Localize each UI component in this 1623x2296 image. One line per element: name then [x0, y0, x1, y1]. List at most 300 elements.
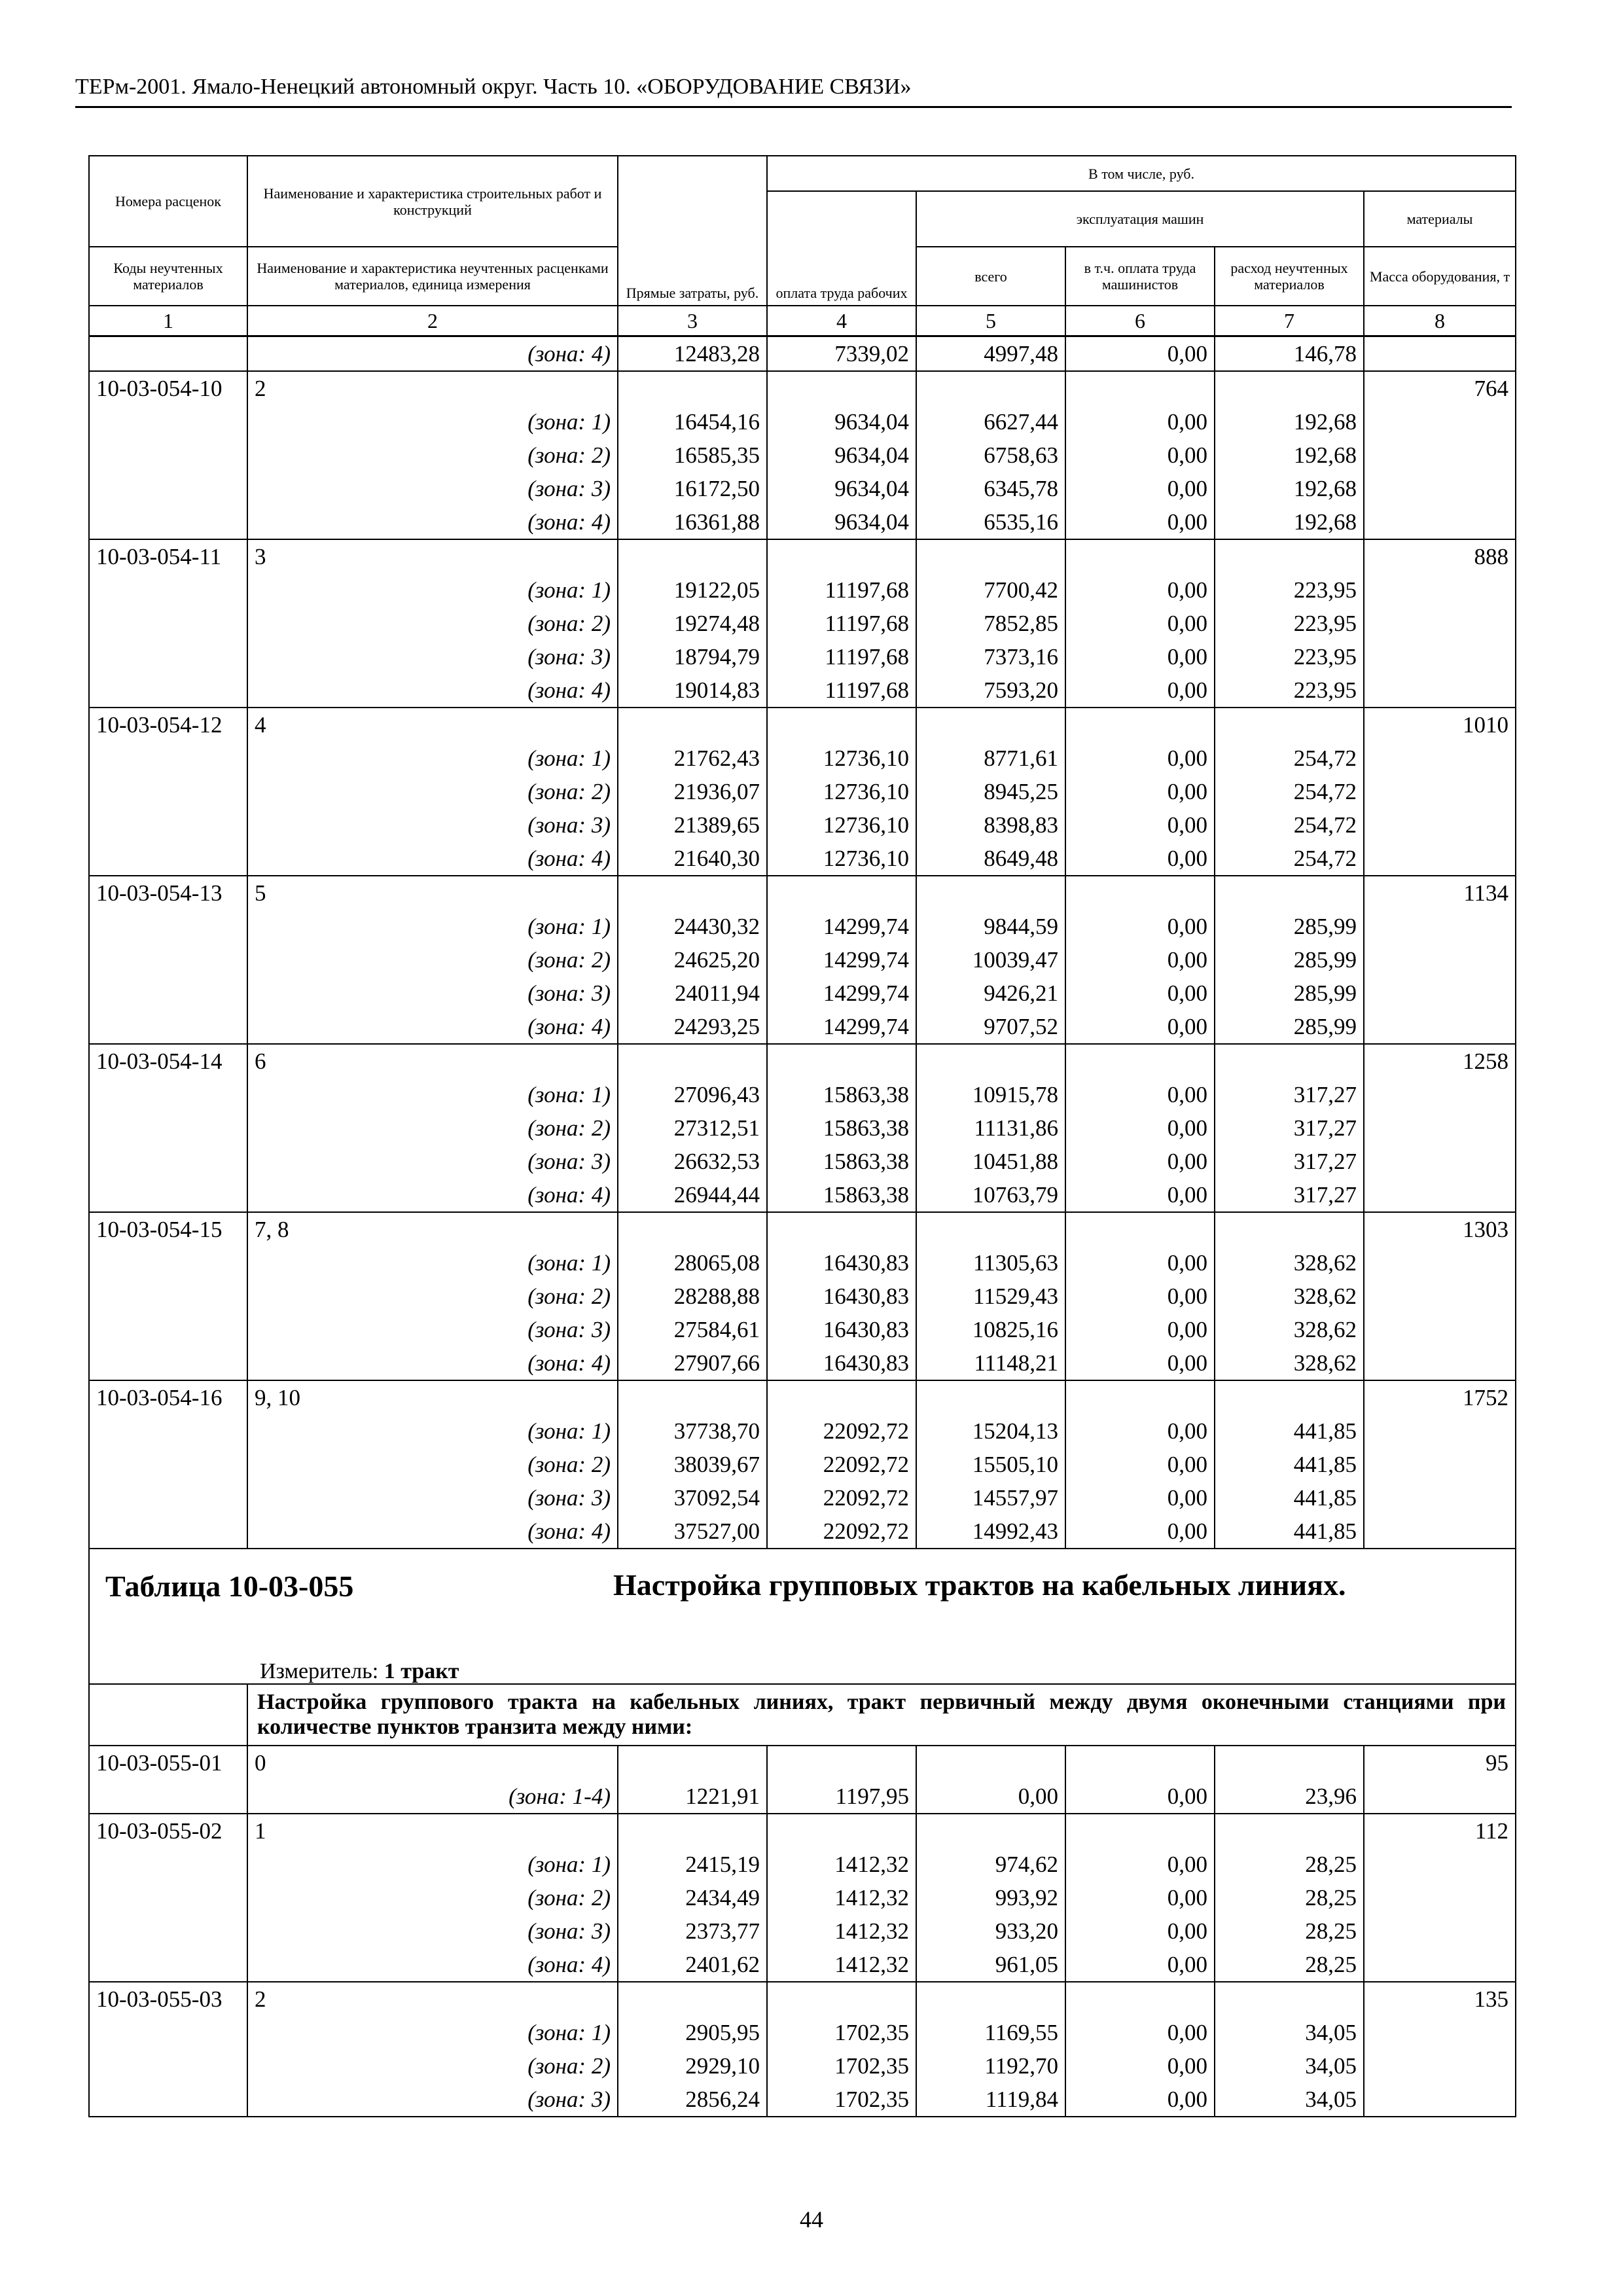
col-machines: эксплуатация машин [916, 191, 1364, 247]
labor-costs-value: 1134 [1364, 876, 1516, 910]
machines-value: 11131,86 [916, 1111, 1065, 1145]
empty-cell [89, 1346, 247, 1380]
materials-value: 317,27 [1215, 1111, 1364, 1145]
labor-costs-value: 112 [1364, 1814, 1516, 1848]
zone-row [89, 1914, 1516, 1948]
col-direct-costs: Прямые затраты, руб. [618, 156, 767, 306]
empty-cell [89, 640, 247, 673]
empty-cell [916, 708, 1065, 742]
empty-cell [89, 1078, 247, 1111]
table-unit [260, 1659, 459, 1684]
empty-cell [1364, 977, 1516, 1010]
column-number: 3 [618, 306, 767, 336]
wages-value: 14299,74 [767, 943, 916, 977]
col-material-consumption: расход неучтенных материалов [1215, 247, 1364, 306]
rate-parameter: 9, 10 [247, 1380, 618, 1414]
empty-cell [89, 2016, 247, 2049]
empty-cell [89, 505, 247, 539]
section-row [89, 1684, 1516, 1746]
machines-value: 8945,25 [916, 775, 1065, 808]
zone-label: (зона: 4) [247, 842, 618, 876]
direct-costs-value: 2434,49 [618, 1881, 767, 1914]
direct-costs-value: 16585,35 [618, 439, 767, 472]
empty-cell [1215, 1814, 1364, 1848]
materials-value: 285,99 [1215, 977, 1364, 1010]
direct-costs-value: 24625,20 [618, 943, 767, 977]
empty-cell [89, 472, 247, 505]
materials-value: 192,68 [1215, 505, 1364, 539]
materials-value: 317,27 [1215, 1078, 1364, 1111]
empty-cell [1364, 1178, 1516, 1212]
empty-cell [618, 1814, 767, 1848]
zone-label: (зона: 2) [247, 775, 618, 808]
empty-cell [767, 1982, 916, 2016]
empty-cell [1215, 1212, 1364, 1246]
materials-value: 34,05 [1215, 2016, 1364, 2049]
col-including: В том числе, руб. [767, 156, 1516, 191]
empty-cell [89, 573, 247, 607]
empty-cell [767, 539, 916, 573]
empty-cell [1364, 1914, 1516, 1948]
empty-cell [1065, 1380, 1215, 1414]
zone-row [89, 1948, 1516, 1982]
empty-cell [89, 2049, 247, 2083]
empty-cell [1065, 1982, 1215, 2016]
labor-costs-value: 95 [1364, 1746, 1516, 1780]
machines-value: 8398,83 [916, 808, 1065, 842]
unit-label: Измеритель: [260, 1659, 379, 1683]
machines-value: 10915,78 [916, 1078, 1065, 1111]
materials-value: 441,85 [1215, 1448, 1364, 1481]
empty-cell [1065, 1212, 1215, 1246]
empty-cell [1364, 1948, 1516, 1982]
materials-value: 328,62 [1215, 1313, 1364, 1346]
empty-cell [1364, 1010, 1516, 1044]
empty-cell [1364, 910, 1516, 943]
direct-costs-value: 27096,43 [618, 1078, 767, 1111]
direct-costs-value: 28065,08 [618, 1246, 767, 1280]
machines-value: 7852,85 [916, 607, 1065, 640]
empty-cell [89, 1515, 247, 1549]
empty-cell [89, 1414, 247, 1448]
machines-value: 974,62 [916, 1848, 1065, 1881]
page-header [75, 73, 1512, 108]
rate-parameter: 3 [247, 539, 618, 573]
operator-wages-value: 0,00 [1065, 775, 1215, 808]
operator-wages-value: 0,00 [1065, 2016, 1215, 2049]
empty-cell [618, 539, 767, 573]
zone-label: (зона: 4) [247, 505, 618, 539]
zone-row [89, 1280, 1516, 1313]
zone-row [89, 1848, 1516, 1881]
zone-row [89, 472, 1516, 505]
materials-value: 285,99 [1215, 1010, 1364, 1044]
rate-row [89, 371, 1516, 405]
empty-cell [1364, 405, 1516, 439]
operator-wages-value: 0,00 [1065, 472, 1215, 505]
empty-cell [1364, 336, 1516, 372]
empty-cell [1364, 842, 1516, 876]
zone-label: (зона: 3) [247, 1313, 618, 1346]
materials-value: 192,68 [1215, 472, 1364, 505]
col-wages: оплата труда рабочих [767, 191, 916, 306]
wages-value: 11197,68 [767, 673, 916, 708]
machines-value: 6345,78 [916, 472, 1065, 505]
page-header-title: ТЕРм-2001. Ямало-Ненецкий автономный округ. Часть 10. «ОБОРУДОВАНИЕ СВЯЗИ» [75, 75, 912, 99]
zone-label: (зона: 3) [247, 1914, 618, 1948]
empty-cell [89, 405, 247, 439]
empty-cell [916, 1746, 1065, 1780]
empty-cell [1215, 1746, 1364, 1780]
direct-costs-value: 26632,53 [618, 1145, 767, 1178]
empty-cell [89, 2083, 247, 2117]
empty-cell [1065, 1746, 1215, 1780]
operator-wages-value: 0,00 [1065, 405, 1215, 439]
empty-cell [1364, 742, 1516, 775]
materials-value: 254,72 [1215, 775, 1364, 808]
rates-table [88, 155, 1516, 2117]
zone-label: (зона: 2) [247, 2049, 618, 2083]
rate-parameter: 6 [247, 1044, 618, 1078]
operator-wages-value: 0,00 [1065, 1848, 1215, 1881]
zone-label: (зона: 2) [247, 1881, 618, 1914]
zone-row [89, 336, 1516, 372]
rate-parameter: 4 [247, 708, 618, 742]
col-material-codes: Коды неучтенных материалов [89, 247, 247, 306]
machines-value: 1169,55 [916, 2016, 1065, 2049]
wages-value: 1412,32 [767, 1848, 916, 1881]
empty-cell [89, 775, 247, 808]
labor-costs-value: 1303 [1364, 1212, 1516, 1246]
direct-costs-value: 26944,44 [618, 1178, 767, 1212]
zone-row [89, 1414, 1516, 1448]
empty-cell [89, 1246, 247, 1280]
empty-cell [1364, 1280, 1516, 1313]
column-number: 6 [1065, 306, 1215, 336]
zone-label: (зона: 3) [247, 2083, 618, 2117]
wages-value: 14299,74 [767, 977, 916, 1010]
materials-value: 223,95 [1215, 673, 1364, 708]
empty-cell [916, 1212, 1065, 1246]
rate-row [89, 876, 1516, 910]
empty-cell [1364, 607, 1516, 640]
operator-wages-value: 0,00 [1065, 1481, 1215, 1515]
materials-value: 254,72 [1215, 808, 1364, 842]
table-title-block [96, 1549, 1508, 1683]
zone-row [89, 505, 1516, 539]
empty-cell [89, 1780, 247, 1814]
empty-cell [89, 1481, 247, 1515]
empty-cell [916, 1814, 1065, 1848]
zone-label: (зона: 4) [247, 1010, 618, 1044]
operator-wages-value: 0,00 [1065, 1111, 1215, 1145]
wages-value: 11197,68 [767, 607, 916, 640]
materials-value: 328,62 [1215, 1280, 1364, 1313]
materials-value: 285,99 [1215, 943, 1364, 977]
operator-wages-value: 0,00 [1065, 808, 1215, 842]
machines-value: 9426,21 [916, 977, 1065, 1010]
wages-value: 11197,68 [767, 640, 916, 673]
machines-value: 7373,16 [916, 640, 1065, 673]
empty-cell [89, 1848, 247, 1881]
zone-label: (зона: 1) [247, 1414, 618, 1448]
operator-wages-value: 0,00 [1065, 673, 1215, 708]
direct-costs-value: 2373,77 [618, 1914, 767, 1948]
operator-wages-value: 0,00 [1065, 1280, 1215, 1313]
machines-value: 10039,47 [916, 943, 1065, 977]
empty-cell [1364, 505, 1516, 539]
empty-cell [1364, 573, 1516, 607]
labor-costs-value: 888 [1364, 539, 1516, 573]
machines-value: 14557,97 [916, 1481, 1065, 1515]
empty-cell [618, 708, 767, 742]
table-title-cell [89, 1549, 1516, 1684]
empty-cell [89, 1948, 247, 1982]
direct-costs-value: 37738,70 [618, 1414, 767, 1448]
direct-costs-value: 27312,51 [618, 1111, 767, 1145]
empty-cell [89, 943, 247, 977]
operator-wages-value: 0,00 [1065, 1780, 1215, 1814]
empty-cell [89, 1881, 247, 1914]
rate-code: 10-03-054-14 [89, 1044, 247, 1078]
empty-cell [767, 1212, 916, 1246]
col-work-name: Наименование и характеристика строительных работ и конструкций [247, 156, 618, 247]
zone-row [89, 2049, 1516, 2083]
machines-value: 15204,13 [916, 1414, 1065, 1448]
machines-value: 1192,70 [916, 2049, 1065, 2083]
rate-row [89, 1746, 1516, 1780]
empty-cell [89, 1914, 247, 1948]
rate-row [89, 1380, 1516, 1414]
empty-cell [89, 673, 247, 708]
section-title: Настройка группового тракта на кабельных линиях, тракт первичный между двумя оконечными станциями при количестве пунктов транзита между ними: [247, 1684, 1516, 1746]
empty-cell [89, 1684, 247, 1746]
machines-value: 6535,16 [916, 505, 1065, 539]
empty-cell [767, 1044, 916, 1078]
rate-parameter: 7, 8 [247, 1212, 618, 1246]
empty-cell [1065, 371, 1215, 405]
empty-cell [1364, 1780, 1516, 1814]
machines-value: 7700,42 [916, 573, 1065, 607]
rate-row [89, 1814, 1516, 1848]
rate-row [89, 1982, 1516, 2016]
wages-value: 12736,10 [767, 775, 916, 808]
zone-row [89, 1010, 1516, 1044]
empty-cell [1364, 2049, 1516, 2083]
empty-cell [916, 371, 1065, 405]
empty-cell [767, 1746, 916, 1780]
empty-cell [1215, 1044, 1364, 1078]
empty-cell [916, 1982, 1065, 2016]
machines-value: 4997,48 [916, 336, 1065, 372]
zone-label: (зона: 3) [247, 808, 618, 842]
empty-cell [1364, 1414, 1516, 1448]
direct-costs-value: 21640,30 [618, 842, 767, 876]
empty-cell [767, 371, 916, 405]
col-material-name: Наименование и характеристика неучтенных расценками материалов, единица измерения [247, 247, 618, 306]
operator-wages-value: 0,00 [1065, 1948, 1215, 1982]
wages-value: 1197,95 [767, 1780, 916, 1814]
labor-costs-value: 1752 [1364, 1380, 1516, 1414]
wages-value: 15863,38 [767, 1145, 916, 1178]
machines-value: 6627,44 [916, 405, 1065, 439]
empty-cell [1364, 1145, 1516, 1178]
rate-code: 10-03-054-11 [89, 539, 247, 573]
empty-cell [1364, 1111, 1516, 1145]
empty-cell [1364, 673, 1516, 708]
zone-row [89, 977, 1516, 1010]
wages-value: 15863,38 [767, 1078, 916, 1111]
direct-costs-value: 16361,88 [618, 505, 767, 539]
empty-cell [1364, 1448, 1516, 1481]
materials-value: 285,99 [1215, 910, 1364, 943]
wages-value: 7339,02 [767, 336, 916, 372]
direct-costs-value: 1221,91 [618, 1780, 767, 1814]
rate-code: 10-03-055-02 [89, 1814, 247, 1848]
zone-label: (зона: 4) [247, 1515, 618, 1549]
zone-row [89, 1515, 1516, 1549]
empty-cell [1065, 539, 1215, 573]
wages-value: 16430,83 [767, 1280, 916, 1313]
empty-cell [1215, 1380, 1364, 1414]
empty-cell [618, 1746, 767, 1780]
col-equipment-mass: Масса оборудования, т [1364, 247, 1516, 306]
wages-value: 1702,35 [767, 2049, 916, 2083]
zone-label: (зона: 3) [247, 1481, 618, 1515]
rate-row [89, 708, 1516, 742]
zone-row [89, 1145, 1516, 1178]
empty-cell [1065, 1044, 1215, 1078]
direct-costs-value: 16172,50 [618, 472, 767, 505]
empty-cell [618, 1044, 767, 1078]
machines-value: 14992,43 [916, 1515, 1065, 1549]
table-title-row [89, 1549, 1516, 1684]
rate-code: 10-03-054-12 [89, 708, 247, 742]
column-numbers-row [89, 306, 1516, 336]
machines-value: 6758,63 [916, 439, 1065, 472]
direct-costs-value: 19122,05 [618, 573, 767, 607]
empty-cell [1364, 1346, 1516, 1380]
operator-wages-value: 0,00 [1065, 607, 1215, 640]
empty-cell [1364, 472, 1516, 505]
materials-value: 28,25 [1215, 1881, 1364, 1914]
materials-value: 254,72 [1215, 742, 1364, 775]
wages-value: 16430,83 [767, 1246, 916, 1280]
direct-costs-value: 21389,65 [618, 808, 767, 842]
empty-cell [89, 1280, 247, 1313]
wages-value: 1412,32 [767, 1881, 916, 1914]
empty-cell [618, 876, 767, 910]
wages-value: 12736,10 [767, 808, 916, 842]
zone-row [89, 808, 1516, 842]
wages-value: 15863,38 [767, 1111, 916, 1145]
empty-cell [1364, 1078, 1516, 1111]
direct-costs-value: 24430,32 [618, 910, 767, 943]
empty-cell [767, 1380, 916, 1414]
operator-wages-value: 0,00 [1065, 742, 1215, 775]
materials-value: 34,05 [1215, 2049, 1364, 2083]
materials-value: 441,85 [1215, 1481, 1364, 1515]
materials-value: 441,85 [1215, 1414, 1364, 1448]
table-number: Таблица 10-03-055 [105, 1570, 354, 1603]
zone-row [89, 1346, 1516, 1380]
wages-value: 22092,72 [767, 1481, 916, 1515]
zone-row [89, 573, 1516, 607]
zone-label: (зона: 2) [247, 1280, 618, 1313]
operator-wages-value: 0,00 [1065, 1313, 1215, 1346]
direct-costs-value: 16454,16 [618, 405, 767, 439]
zone-label: (зона: 1) [247, 573, 618, 607]
column-number: 1 [89, 306, 247, 336]
machines-value: 10825,16 [916, 1313, 1065, 1346]
direct-costs-value: 21936,07 [618, 775, 767, 808]
direct-costs-value: 12483,28 [618, 336, 767, 372]
zone-label: (зона: 2) [247, 439, 618, 472]
wages-value: 9634,04 [767, 505, 916, 539]
rate-row [89, 1044, 1516, 1078]
empty-cell [89, 1178, 247, 1212]
operator-wages-value: 0,00 [1065, 1448, 1215, 1481]
direct-costs-value: 2929,10 [618, 2049, 767, 2083]
empty-cell [618, 1380, 767, 1414]
wages-value: 1412,32 [767, 1914, 916, 1948]
empty-cell [916, 1380, 1065, 1414]
zone-label: (зона: 1) [247, 1078, 618, 1111]
operator-wages-value: 0,00 [1065, 1346, 1215, 1380]
zone-row [89, 775, 1516, 808]
empty-cell [1364, 2016, 1516, 2049]
rate-parameter: 2 [247, 371, 618, 405]
zone-label: (зона: 3) [247, 1145, 618, 1178]
zone-label: (зона: 1) [247, 742, 618, 775]
operator-wages-value: 0,00 [1065, 1414, 1215, 1448]
materials-value: 223,95 [1215, 573, 1364, 607]
direct-costs-value: 21762,43 [618, 742, 767, 775]
empty-cell [89, 1145, 247, 1178]
operator-wages-value: 0,00 [1065, 1515, 1215, 1549]
zone-label: (зона: 1) [247, 405, 618, 439]
wages-value: 22092,72 [767, 1414, 916, 1448]
empty-cell [1364, 808, 1516, 842]
empty-cell [1364, 1515, 1516, 1549]
empty-cell [618, 371, 767, 405]
zone-row [89, 2016, 1516, 2049]
zone-row [89, 405, 1516, 439]
materials-value: 223,95 [1215, 607, 1364, 640]
empty-cell [618, 1982, 767, 2016]
direct-costs-value: 24011,94 [618, 977, 767, 1010]
empty-cell [1364, 1246, 1516, 1280]
machines-value: 11305,63 [916, 1246, 1065, 1280]
empty-cell [89, 336, 247, 372]
zone-label: (зона: 2) [247, 1111, 618, 1145]
labor-costs-value: 764 [1364, 371, 1516, 405]
zone-label: (зона: 1) [247, 1848, 618, 1881]
machines-value: 10763,79 [916, 1178, 1065, 1212]
direct-costs-value: 27907,66 [618, 1346, 767, 1380]
wages-value: 9634,04 [767, 405, 916, 439]
direct-costs-value: 24293,25 [618, 1010, 767, 1044]
wages-value: 9634,04 [767, 439, 916, 472]
empty-cell [767, 1814, 916, 1848]
rate-row [89, 1212, 1516, 1246]
machines-value: 1119,84 [916, 2083, 1065, 2117]
zone-row [89, 943, 1516, 977]
materials-value: 254,72 [1215, 842, 1364, 876]
zone-label: (зона: 1) [247, 1246, 618, 1280]
empty-cell [1215, 539, 1364, 573]
column-number: 2 [247, 306, 618, 336]
